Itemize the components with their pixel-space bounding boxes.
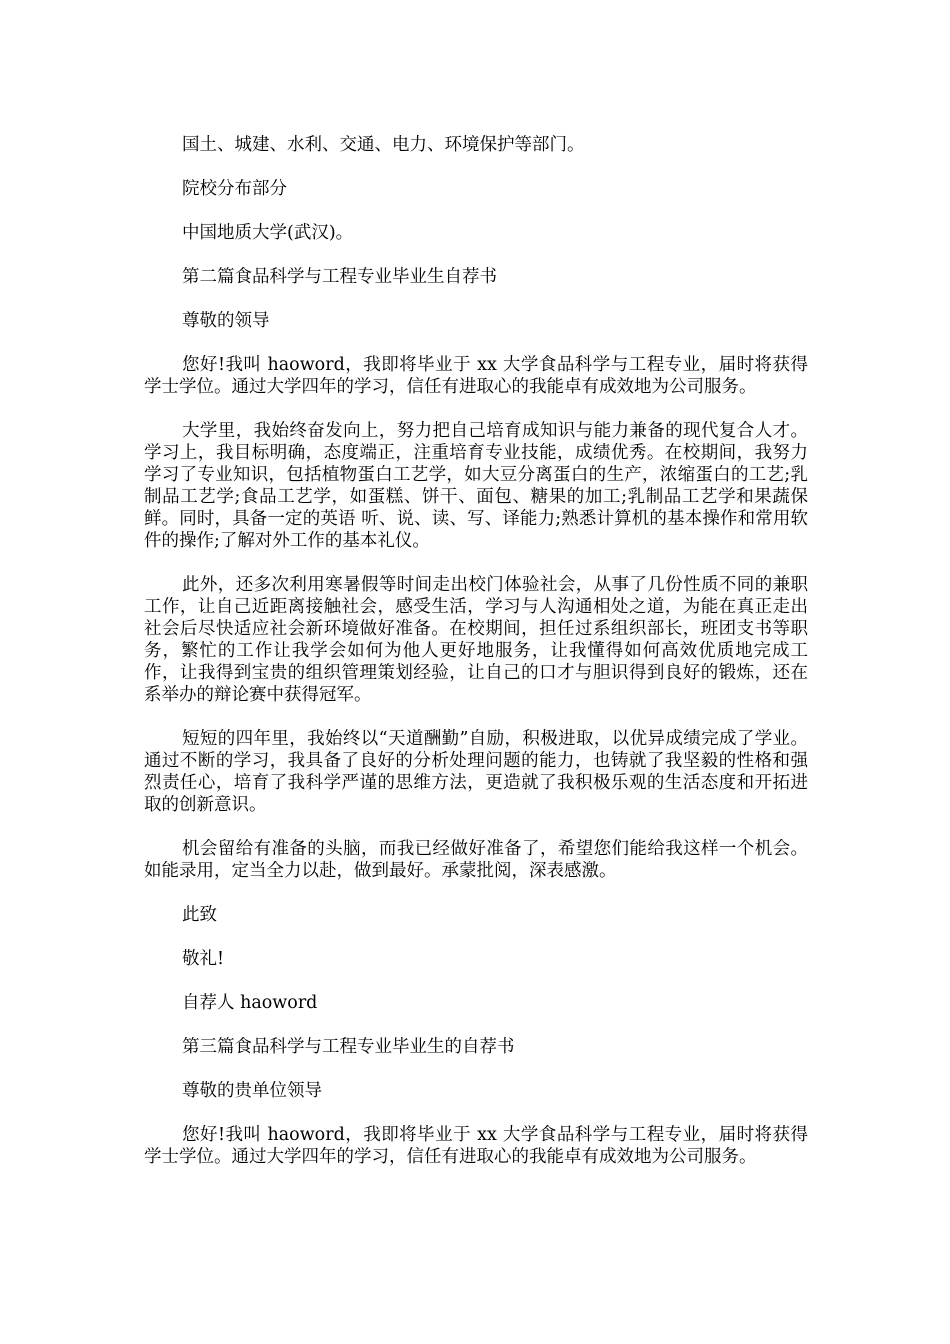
salutation-leader: 尊敬的领导 (182, 311, 270, 331)
paragraph-experience: 此外，还多次利用寒暑假等时间走出校门体验社会，从事了几份性质不同的兼职工作，让自己近距离接触社会，感受生活，学习与人沟通相处之道，为能在真正走出社会后尽快适应社会新环境做好准备。在校期间，担任过系组织部长，班团支书等职务，繁忙的工作让我学会如何为他人更好地服务，让我懂得如何高效优质地完成工作，让我得到宝贵的组织管理策划经验，让自己的口才与胆识得到良好的锻炼，还在系举办的辩论赛中获得冠军。 (144, 575, 808, 705)
closing-phrase: 此致 (182, 905, 217, 925)
paragraph-closing: 机会留给有准备的头脑，而我已经做好准备了，希望您们能给我这样一个机会。如能录用，定当全力以赴，做到最好。承蒙批阅，深表感激。 (144, 839, 808, 881)
paragraph-university: 中国地质大学(武汉)。 (182, 223, 354, 243)
paragraph-introduction-repeat: 您好!我叫 haoword，我即将毕业于 xx 大学食品科学与工程专业，届时将获得学士学位。通过大学四年的学习，信任有进取心的我能卓有成效地为公司服务。 (144, 1125, 808, 1167)
document-body (144, 134, 808, 1190)
salutation-unit-leader: 尊敬的贵单位领导 (182, 1081, 322, 1101)
signature-line: 自荐人 haoword (182, 993, 318, 1013)
heading-school-distribution: 院校分布部分 (182, 179, 287, 199)
paragraph-departments: 国土、城建、水利、交通、电力、环境保护等部门。 (182, 135, 585, 155)
heading-part-three: 第三篇食品科学与工程专业毕业生的自荐书 (182, 1037, 515, 1057)
heading-part-two: 第二篇食品科学与工程专业毕业生自荐书 (182, 267, 497, 287)
closing-salute: 敬礼! (182, 949, 225, 969)
paragraph-introduction: 您好!我叫 haoword，我即将毕业于 xx 大学食品科学与工程专业，届时将获得学士学位。通过大学四年的学习，信任有进取心的我能卓有成效地为公司服务。 (144, 355, 808, 397)
paragraph-four-years: 短短的四年里，我始终以“天道酬勤”自励，积极进取，以优异成绩完成了学业。通过不断的学习，我具备了良好的分析处理问题的能力，也铸就了我坚毅的性格和强烈责任心，培育了我科学严谨的思维方法，更造就了我积极乐观的生活态度和开拓进取的创新意识。 (144, 729, 808, 815)
paragraph-studies: 大学里，我始终奋发向上，努力把自己培育成知识与能力兼备的现代复合人才。学习上，我目标明确，态度端正，注重培育专业技能，成绩优秀。在校期间，我努力学习了专业知识，包括植物蛋白工艺学，如大豆分离蛋白的生产，浓缩蛋白的工艺;乳制品工艺学;食品工艺学，如蛋糕、饼干、面包、糖果的加工;乳制品工艺学和果蔬保鲜。同时，具备一定的英语 听、说、读、写、译能力;熟悉计算机的基本操作和常用软件的操作;了解对外工作的基本礼仪。 (144, 421, 808, 551)
